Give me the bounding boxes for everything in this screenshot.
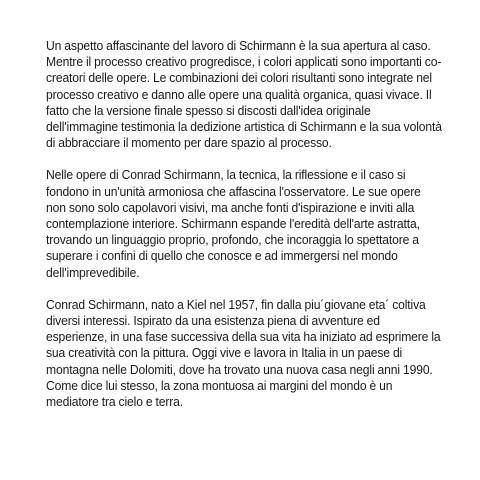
paragraph-openness-to-chance: Un aspetto affascinante del lavoro di Schirmann è la sua apertura al caso. Mentre il processo creativo progredisce, i colori applicati sono importanti co-creatori delle opere. Le combinazioni dei colori risultanti sono integrate nel processo creativo e danno alle opere una qualità organica, quasi vivace. Il fatto che la versione finale spesso si discosti dall'idea originale dell'immagine testimonia la dedizione artistica di Schirmann e la sua volontà di abbracciare il momento per dare spazio al processo. bbox=[46, 38, 442, 151]
document-body bbox=[46, 38, 443, 426]
paragraph-biography: Conrad Schirmann, nato a Kiel nel 1957, fin dalla piu´giovane eta´ coltiva diversi interessi. Ispirato da una esistenza piena di avventure ed esperienze, in una fase successiva della sua vita ha iniziato ad esprimere la sua creatività con la pittura. Oggi vive e lavora in Italia in un paese di montagna nelle Dolomiti, dove ha trovato una nuova casa negli anni 1990. Come dice lui stesso, la zona montuosa ai margini del mondo è un mediatore tra cielo e terra. bbox=[46, 296, 441, 410]
paragraph-technique-and-chance: Nelle opere di Conrad Schirmann, la tecnica, la riflessione e il caso si fondono in un'unità armoniosa che affascina l'osservatore. Le sue opere non sono solo capolavori visivi, ma anche fonti d'ispirazione e inviti alla contemplazione interiore. Schirmann espande l'eredità dell'arte astratta, trovando un linguaggio proprio, profondo, che incoraggia lo spettatore a superare i confini di quello che conosce e ad immergersi nel mondo dell'imprevedibile. bbox=[46, 167, 421, 280]
